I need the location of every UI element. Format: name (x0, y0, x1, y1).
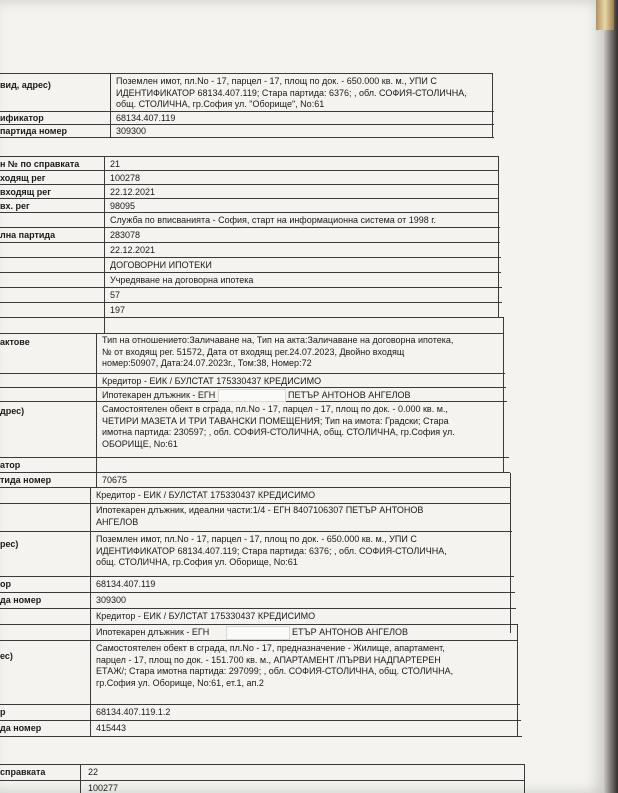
party-label-4: да номер (0, 723, 42, 733)
party-label-2: тида номер (0, 475, 52, 485)
party-number-value: 309300 (116, 126, 147, 136)
party-value-2: 70675 (102, 475, 128, 485)
ref-no-value: 21 (110, 159, 121, 169)
party-number-label: партида номер (0, 126, 67, 136)
object-1: Самостоятелен обект в сграда, пл.No - 17, парцел - 17, площ по док. - 0.000 кв. м., ЧЕТИРИ МАЗЕТА И ТРИ ТАВАНСКИ ПОМЕЩЕНИЯ; Тип на имота: Градски; Стара имотна партида: 230597; , обл. СОФИЯ-СТОЛИЧНА, общ. СТОЛИЧНА, гр.София ул. ОБОРИЩЕ, No:61 (102, 404, 455, 449)
address-label-3: ес) (0, 651, 13, 661)
related-act: Тип на отношението:Заличаване на, Тип на акта:Заличаване на договорна ипотека, № от входящ рег. 51572, Дата от входящ рег.24.07.2023, Двойно входящ номер:50907, Дата:24.07.2023г., Том:38, Номер:72 (102, 335, 454, 368)
action-value: Учредяване на договорна ипотека (110, 275, 254, 285)
identifier-label-3: ор (0, 579, 11, 589)
debtor-2: Ипотекарен длъжник, идеални части:1/4 - ЕГН 8407106307 ПЕТЪР АНТОНОВ АНГЕЛОВ (96, 505, 424, 527)
party-value-3: 309300 (96, 595, 127, 605)
acts-label: актове (0, 337, 30, 347)
address-label: дрес) (0, 406, 25, 416)
vh-reg-value: 98095 (110, 201, 136, 211)
ref-no-label-3: справката (0, 767, 46, 777)
creditor-3: Кредитор - ЕИК / БУЛСТАТ 175330437 КРЕДИСИМО (96, 611, 316, 621)
identifier-value-2: 68134.407.119 (96, 579, 156, 589)
object-2: Поземлен имот, пл.No - 17, парцел - 17, площ по док. - 650.000 кв. м., УПИ С ИДЕНТИФИКАТОР 68134.407.119; Стара партида: 6376; , обл. СОФИЯ-СТОЛИЧНА, общ. СТОЛИЧНА, гр.София ул. Оборище, No:61 (96, 534, 447, 567)
contract-type-value: ДОГОВОРНИ ИПОТЕКИ (110, 260, 212, 270)
identifier-label: ификатор (0, 113, 44, 123)
identifier-value: 68134.407.119 (116, 113, 176, 123)
volume-value: 57 (110, 290, 121, 300)
identifier-label-2: атор (0, 460, 21, 470)
debtor-3-name: ЕТЪР АНТОНОВ АНГЕЛОВ (292, 627, 409, 637)
in-reg-label: ходящ рег (0, 173, 46, 183)
ref-no-value-3: 22 (88, 767, 99, 777)
creditor-2: Кредитор - ЕИК / БУЛСТАТ 175330437 КРЕДИСИМО (96, 490, 316, 500)
redaction-box-2 (226, 626, 290, 640)
debtor-1-name: ПЕТЪР АНТОНОВ АНГЕЛОВ (288, 390, 411, 400)
in-reg-value: 100278 (110, 173, 141, 183)
party-label: лна партида (0, 230, 56, 240)
party-value-4: 415443 (96, 723, 127, 733)
address-label-2: рес) (0, 539, 19, 549)
kind-address-label: вид, адрес) (0, 80, 51, 90)
in-reg-value-3: 100277 (88, 783, 119, 793)
party-value: 283078 (110, 230, 141, 240)
vh-reg-label: вх. рег (0, 201, 30, 211)
service-value: Служба по вписванията - София, старт на информационна система от 1998 г. (110, 215, 436, 225)
date-value: 22.12.2021 (110, 245, 156, 255)
debtor-1-prefix: Ипотекарен длъжник - ЕГН (102, 390, 216, 400)
redaction-box (218, 389, 286, 402)
party-label-3: да номер (0, 595, 42, 605)
debtor-3-prefix: Ипотекарен длъжник - ЕГН (96, 627, 210, 637)
property-description: Поземлен имот, пл.No - 17, парцел - 17, площ по док. - 650.000 кв. м., УПИ С ИДЕНТИФИКАТОР 68134.407.119; Стара партида: 6376; , обл. СОФИЯ-СТОЛИЧНА, общ. СТОЛИЧНА, гр.София ул. "Оборище", No:61 (116, 76, 467, 109)
ref-no-label: н № по справката (0, 159, 80, 169)
creditor-1: Кредитор - ЕИК / БУЛСТАТ 175330437 КРЕДИСИМО (102, 376, 322, 386)
object-3: Самостоятелен обект в сграда, пл.No - 17, предназначение - Жилище, апартамент, парцел - 17, площ по док. - 151.700 кв. м., АПАРТАМЕНТ /ПЪРВИ НАДПАРТЕРЕН ЕТАЖ/; Стара имотна партида: 297099; , обл. СОФИЯ-СТОЛИЧНА, общ. СТОЛИЧНА, гр.София ул. Оборище, No:61, ет.1, ап.2 (96, 643, 454, 688)
identifier-value-3: 68134.407.119.1.2 (96, 707, 171, 717)
page-edge-shadow (604, 0, 618, 793)
in-date-value: 22.12.2021 (110, 187, 156, 197)
identifier-label-4: р (0, 707, 6, 717)
binder-clip (596, 0, 614, 30)
in-date-label: входящ рег (0, 187, 52, 197)
number-value: 197 (110, 305, 126, 315)
